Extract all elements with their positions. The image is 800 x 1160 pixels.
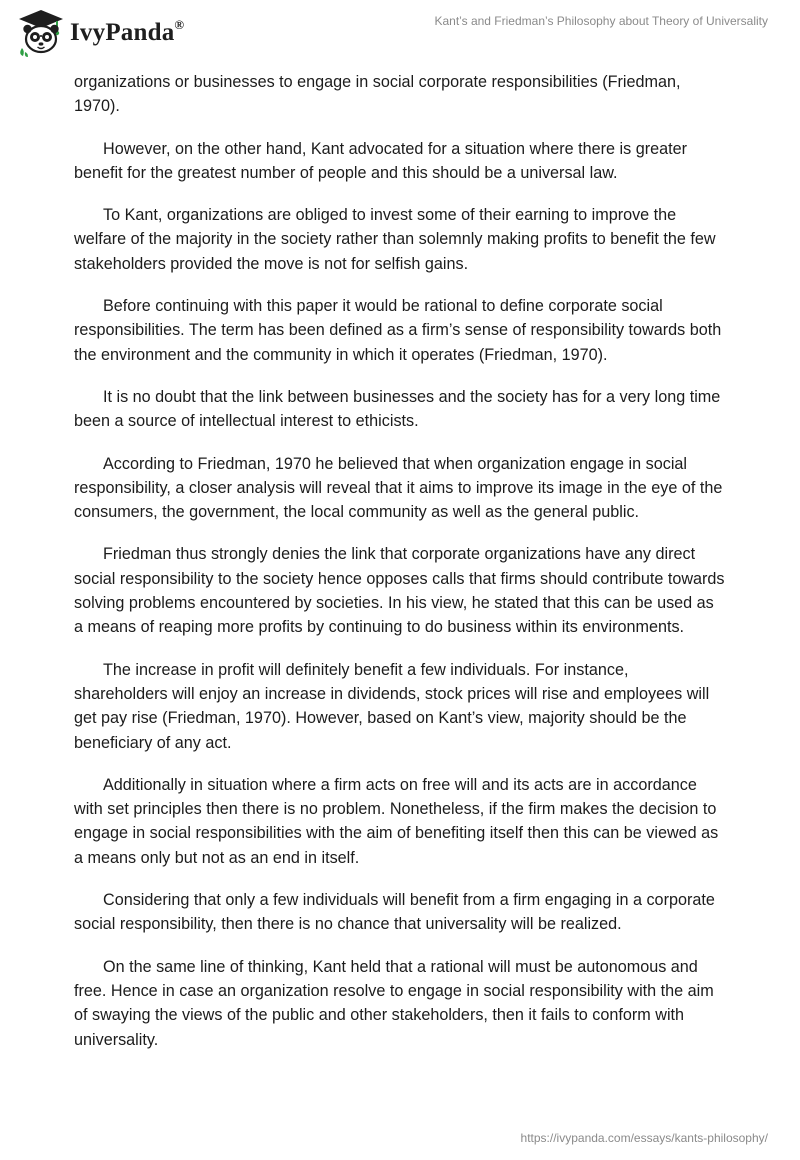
essay-paragraph: According to Friedman, 1970 he believed that when organization engage in social responsibility, a closer analysis will reveal that it aims to improve its image in the eye of the consumers, the government, the local community as well as the general public. bbox=[74, 454, 723, 522]
essay-paragraph: On the same line of thinking, Kant held that a rational will must be autonomous and free. Hence in case an organization resolve to engage in social responsibility with the aim of swaying the views of the public and other stakeholders, then it fails to conform with universality. bbox=[74, 957, 714, 1049]
source-url[interactable]: https://ivypanda.com/essays/kants-philosophy/ bbox=[520, 1131, 768, 1145]
essay-paragraph: Considering that only a few individuals will benefit from a firm engaging in a corporate social responsibility, then there is no chance that universality will be realized. bbox=[74, 891, 715, 934]
brand-name-text: IvyPanda bbox=[70, 19, 175, 46]
essay-paragraph: organizations or businesses to engage in social corporate responsibilities (Friedman, 1970). bbox=[74, 73, 681, 116]
essay-paragraph: However, on the other hand, Kant advocated for a situation where there is greater benefit for the greatest number of people and this should be a universal law. bbox=[74, 139, 688, 182]
essay-body bbox=[74, 70, 726, 1070]
essay-paragraph: Friedman thus strongly denies the link that corporate organizations have any direct social responsibility to the society hence opposes calls that firms should contribute towards solving problems encountered by societies. In his view, he stated that this can be used as a means of reaping more profits by continuing to do business within its environments. bbox=[74, 545, 725, 637]
ivypanda-logo[interactable] bbox=[16, 8, 184, 58]
document-title: Kant’s and Friedman’s Philosophy about Theory of Universality bbox=[434, 14, 768, 28]
panda-graduate-icon bbox=[16, 8, 66, 58]
brand-name bbox=[70, 19, 184, 47]
registered-mark: ® bbox=[174, 17, 185, 32]
essay-paragraph: Before continuing with this paper it would be rational to define corporate social responsibilities. The term has been defined as a firm’s sense of responsibility towards both the environment and the community in which it operates (Friedman, 1970). bbox=[74, 297, 722, 364]
essay-paragraph: To Kant, organizations are obliged to invest some of their earning to improve the welfare of the majority in the society rather than solemnly making profits to benefit the few stakeholders provided the move is not for selfish gains. bbox=[74, 206, 716, 273]
page-header bbox=[0, 0, 800, 66]
essay-paragraph: Additionally in situation where a firm acts on free will and its acts are in accordance with set principles then there is no problem. Nonetheless, if the firm makes the decision to engage in social responsibilities with the aim of benefiting itself then this can be viewed as a means only but not as an end in itself. bbox=[74, 775, 719, 867]
essay-paragraph: It is no doubt that the link between businesses and the society has for a very long time been a source of intellectual interest to ethicists. bbox=[74, 387, 721, 431]
essay-paragraph: The increase in profit will definitely benefit a few individuals. For instance, shareholders will enjoy an increase in dividends, stock prices will rise and employees will get pay rise (Friedman, 1970). However, based on Kant’s view, majority should be the beneficiary of any act. bbox=[74, 660, 710, 752]
